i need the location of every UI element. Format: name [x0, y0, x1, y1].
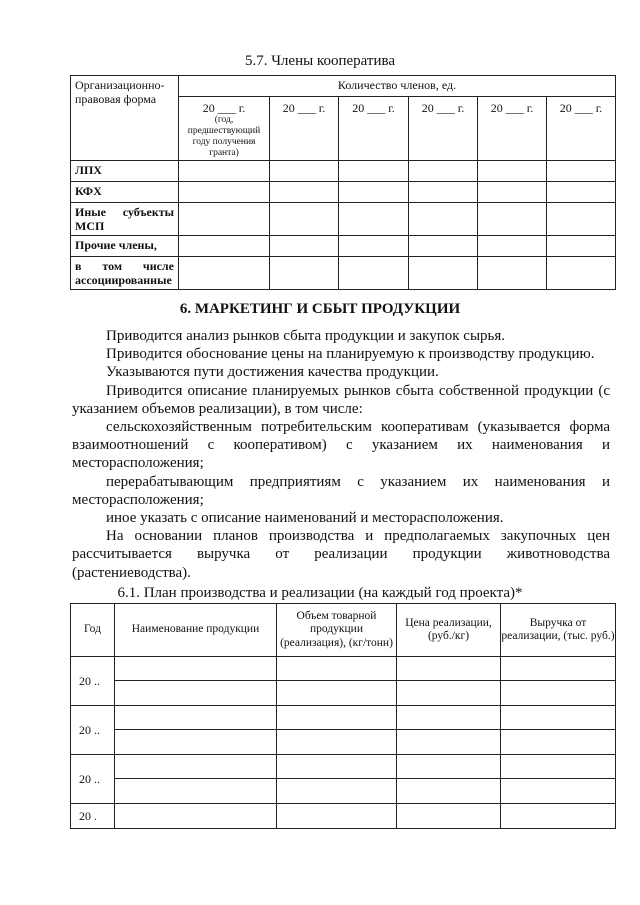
paragraph: Приводится анализ рынков сбыта продукции и закупок сырья.	[106, 328, 506, 344]
paragraph: Приводится обоснование цены на планируемую к производству продукцию.	[106, 346, 595, 363]
table-row	[71, 681, 616, 706]
year-cell: 20 .	[71, 804, 115, 829]
table-cell[interactable]	[339, 236, 409, 257]
section-title-members: 5.7. Члены кооператива	[244, 53, 396, 69]
paragraph: Указываются пути достижения качества продукции.	[106, 364, 439, 381]
table-cell[interactable]	[339, 203, 409, 236]
table-cell[interactable]	[115, 755, 277, 779]
table-cell[interactable]	[115, 681, 277, 706]
table-row	[71, 161, 616, 182]
org-form-header: Организационно-правовая форма	[71, 76, 179, 161]
table-cell[interactable]	[547, 182, 616, 203]
table-cell[interactable]	[397, 706, 501, 730]
table-row	[71, 804, 616, 829]
table-cell[interactable]	[179, 161, 270, 182]
table-cell[interactable]	[179, 236, 270, 257]
table-cell[interactable]	[397, 657, 501, 681]
table-cell[interactable]	[270, 161, 339, 182]
table-cell[interactable]	[270, 182, 339, 203]
paragraph: На основании планов производства и предполагаемых закупочных цен рассчитывается выручка от реализации продукции животноводства (растениеводства).	[72, 528, 610, 581]
table-cell[interactable]	[277, 804, 397, 829]
row-label: Прочие члены,	[71, 236, 179, 257]
paragraph: сельскохозяйственным потребительским кооперативам (указывается форма взаимоотношений с кооперативом) с указанием их наименования и месторасположения;	[72, 419, 610, 472]
table-cell[interactable]	[277, 779, 397, 804]
table-cell[interactable]	[501, 706, 616, 730]
table-cell[interactable]	[115, 706, 277, 730]
table-cell[interactable]	[478, 161, 547, 182]
table-cell[interactable]	[409, 182, 478, 203]
table-row	[71, 257, 616, 290]
table-cell[interactable]	[501, 657, 616, 681]
year-note: (год, предшествующий году получения гранта)	[187, 115, 261, 158]
row-label: в том числе ассоциированные	[71, 257, 179, 290]
table-cell[interactable]	[277, 681, 397, 706]
table-cell[interactable]	[270, 257, 339, 290]
table-cell[interactable]	[501, 730, 616, 755]
table-cell[interactable]	[397, 730, 501, 755]
year-header-6: 20 ___ г.	[547, 97, 616, 161]
column-header-year: Год	[71, 604, 115, 657]
members-table	[70, 75, 616, 290]
table-cell[interactable]	[397, 804, 501, 829]
table-row	[71, 182, 616, 203]
year-cell: 20 ..	[71, 657, 115, 706]
year-header-1: 20 ___ г. (год, предшествующий году получения гранта)	[179, 97, 270, 161]
table-cell[interactable]	[277, 730, 397, 755]
row-label: Иные субъекты МСП	[71, 203, 179, 236]
table-row	[71, 203, 616, 236]
table-cell[interactable]	[339, 182, 409, 203]
section-heading-marketing: 6. МАРКЕТИНГ И СБЫТ ПРОДУКЦИИ	[179, 301, 461, 317]
table-cell[interactable]	[478, 203, 547, 236]
table-cell[interactable]	[409, 236, 478, 257]
table-cell[interactable]	[478, 182, 547, 203]
year-header-2: 20 ___ г.	[270, 97, 339, 161]
table-row	[71, 755, 616, 779]
row-label: КФХ	[71, 182, 179, 203]
section-title-plan: 6.1. План производства и реализации (на каждый год проекта)*	[117, 585, 523, 601]
table-cell[interactable]	[547, 161, 616, 182]
table-row	[71, 730, 616, 755]
table-row	[71, 779, 616, 804]
table-cell[interactable]	[179, 203, 270, 236]
table-row	[71, 706, 616, 730]
column-header-product: Наименование продукции	[115, 604, 277, 657]
table-cell[interactable]	[409, 257, 478, 290]
year-header-4: 20 ___ г.	[409, 97, 478, 161]
year-cell: 20 ..	[71, 755, 115, 804]
column-header-revenue: Выручка от реализации, (тыс. руб.)	[501, 604, 616, 657]
table-cell[interactable]	[501, 681, 616, 706]
quantity-header: Количество членов, ед.	[179, 76, 616, 97]
column-header-volume: Объем товарной продукции (реализация), (кг/тонн)	[277, 604, 397, 657]
table-cell[interactable]	[115, 657, 277, 681]
production-plan-table	[70, 603, 616, 829]
year-header-3: 20 ___ г.	[339, 97, 409, 161]
table-cell[interactable]	[501, 804, 616, 829]
table-cell[interactable]	[397, 779, 501, 804]
table-cell[interactable]	[547, 257, 616, 290]
marketing-body	[72, 327, 610, 582]
table-cell[interactable]	[179, 257, 270, 290]
table-cell[interactable]	[547, 236, 616, 257]
paragraph: перерабатывающим предприятиям с указанием их наименования и месторасположения;	[72, 473, 610, 508]
table-cell[interactable]	[270, 203, 339, 236]
column-header-price: Цена реализации, (руб./кг)	[397, 604, 501, 657]
year-cell: 20 ..	[71, 706, 115, 755]
table-cell[interactable]	[501, 755, 616, 779]
paragraph: иное указать с описание наименований и месторасположения.	[106, 510, 504, 527]
table-cell[interactable]	[478, 236, 547, 257]
table-cell[interactable]	[179, 182, 270, 203]
table-cell[interactable]	[115, 779, 277, 804]
table-cell[interactable]	[397, 681, 501, 706]
paragraph: Приводится описание планируемых рынков сбыта собственной продукции (с указанием объемов реализации), в том числе:	[72, 382, 610, 417]
row-label: ЛПХ	[71, 161, 179, 182]
table-cell[interactable]	[547, 203, 616, 236]
table-cell[interactable]	[115, 730, 277, 755]
table-cell[interactable]	[339, 257, 409, 290]
year-header-5: 20 ___ г.	[478, 97, 547, 161]
table-cell[interactable]	[277, 706, 397, 730]
table-cell[interactable]	[409, 203, 478, 236]
table-cell[interactable]	[115, 804, 277, 829]
table-cell[interactable]	[277, 657, 397, 681]
table-cell[interactable]	[339, 161, 409, 182]
table-row	[71, 236, 616, 257]
table-cell[interactable]	[478, 257, 547, 290]
table-cell[interactable]	[501, 779, 616, 804]
table-cell[interactable]	[270, 236, 339, 257]
table-cell[interactable]	[397, 755, 501, 779]
table-cell[interactable]	[277, 755, 397, 779]
table-row	[71, 657, 616, 681]
table-cell[interactable]	[409, 161, 478, 182]
